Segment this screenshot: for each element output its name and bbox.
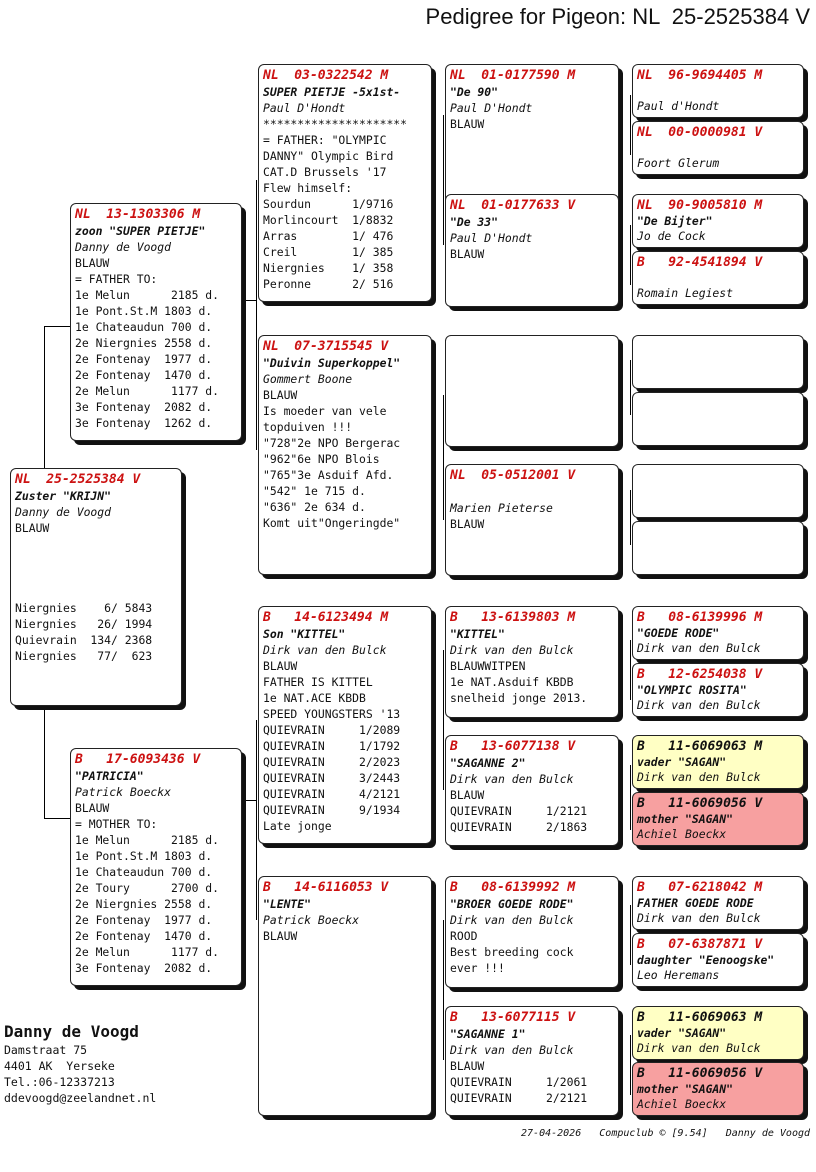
pigeon-card-g4-4[interactable] bbox=[632, 251, 804, 305]
pigeon-name: zoon "SUPER PIETJE" bbox=[75, 224, 206, 238]
ring-number: NL 96-9694405 M bbox=[637, 68, 763, 83]
ring-number: B 17-6093436 V bbox=[75, 752, 201, 767]
pigeon-card-g4-10[interactable] bbox=[632, 663, 804, 717]
pigeon-card-g4-11[interactable] bbox=[632, 735, 804, 789]
info-line: "962"6e NPO Blois bbox=[263, 452, 380, 466]
ring-number: B 14-6123494 M bbox=[263, 610, 389, 625]
owner-name: Dirk van den Bulck bbox=[450, 1043, 574, 1057]
owner-name: Foort Glerum bbox=[637, 156, 720, 170]
info-line: 1e Chateaudun 700 d. bbox=[75, 865, 213, 879]
ring-number: NL 90-9005810 M bbox=[637, 198, 763, 213]
pigeon-card-ffm[interactable] bbox=[445, 194, 619, 307]
pigeon-name: "De 33" bbox=[450, 215, 499, 229]
ring-number: B 11-6069063 M bbox=[637, 739, 763, 754]
connector bbox=[256, 180, 257, 330]
info-line: SPEED YOUNGSTERS '13 bbox=[263, 707, 401, 721]
result-line: Niergnies 6/ 5843 bbox=[15, 601, 153, 615]
pigeon-name bbox=[637, 141, 799, 156]
breeder-name: Danny de Voogd bbox=[4, 1022, 139, 1041]
info-line: BLAUW bbox=[263, 929, 298, 943]
ring-number: B 11-6069056 V bbox=[637, 796, 763, 811]
owner-name: Marien Pieterse bbox=[450, 501, 553, 515]
info-line: 1e Melun 2185 d. bbox=[75, 833, 220, 847]
ring-number: B 13-6139803 M bbox=[450, 610, 576, 625]
info-line: QUIEVRAIN 2/2121 bbox=[450, 1091, 588, 1105]
result-line: Niergnies 26/ 1994 bbox=[15, 617, 153, 631]
info-line: 3e Fontenay 2082 d. bbox=[75, 961, 213, 975]
info-line: 2e Fontenay 1470 d. bbox=[75, 368, 213, 382]
ring-number: B 07-6218042 M bbox=[637, 880, 763, 895]
pigeon-name: mother "SAGAN" bbox=[637, 1082, 734, 1096]
connector bbox=[443, 920, 444, 1060]
owner-name: Paul D'Hondt bbox=[450, 101, 533, 115]
pigeon-card-mmf[interactable] bbox=[445, 876, 619, 988]
pigeon-card-fmf[interactable] bbox=[445, 335, 619, 447]
info-line: BLAUW bbox=[450, 788, 485, 802]
pigeon-card-g4-8[interactable] bbox=[632, 521, 804, 575]
info-line: 2e Toury 2700 d. bbox=[75, 881, 220, 895]
info-line: Late jonge bbox=[263, 819, 332, 833]
pigeon-card-g4-7[interactable] bbox=[632, 464, 804, 518]
pigeon-name: daughter "Eenoogske" bbox=[637, 953, 775, 967]
info-line: QUIEVRAIN 1/2089 bbox=[263, 723, 401, 737]
info-line: ********************* bbox=[263, 117, 408, 131]
info-line: Sourdun 1/9716 bbox=[263, 197, 394, 211]
owner-name: Paul D'Hondt bbox=[450, 231, 533, 245]
info-line: 1e Chateaudun 700 d. bbox=[75, 320, 213, 334]
owner-name: Dirk van den Bulck bbox=[637, 698, 761, 712]
owner-name: Dirk van den Bulck bbox=[637, 770, 761, 784]
info-line: ROOD bbox=[450, 929, 478, 943]
breeder-city: 4401 AK Yerseke bbox=[4, 1059, 115, 1073]
info-line: QUIEVRAIN 4/2121 bbox=[263, 787, 401, 801]
connector bbox=[630, 640, 631, 700]
owner-name: Dirk van den Bulck bbox=[450, 772, 574, 786]
owner-name: Danny de Voogd bbox=[75, 240, 172, 254]
owner-name: Achiel Boeckx bbox=[637, 1097, 727, 1111]
ring-number: B 13-6077138 V bbox=[450, 739, 576, 754]
ring-number: B 08-6139996 M bbox=[637, 610, 763, 625]
info-line: 1e Pont.St.M 1803 d. bbox=[75, 304, 213, 318]
pigeon-name: "SAGANNE 1" bbox=[450, 1027, 526, 1041]
result-line: Quievrain 134/ 2368 bbox=[15, 633, 153, 647]
info-line: Niergnies 1/ 358 bbox=[263, 261, 394, 275]
pigeon-name: "SAGANNE 2" bbox=[450, 756, 526, 770]
pigeon-card-ff[interactable] bbox=[258, 64, 432, 302]
ring-number: B 92-4541894 V bbox=[637, 255, 763, 270]
owner-name: Romain Legiest bbox=[637, 286, 734, 300]
info-line: 1e Melun 2185 d. bbox=[75, 288, 220, 302]
info-line: Creil 1/ 385 bbox=[263, 245, 394, 259]
info-line: "728"2e NPO Bergerac bbox=[263, 436, 401, 450]
info-line: BLAUW bbox=[75, 256, 110, 270]
breeder-phone: Tel.:06-12337213 bbox=[4, 1075, 115, 1089]
pigeon-card-g4-16[interactable] bbox=[632, 1062, 804, 1116]
pigeon-card-g4-13[interactable] bbox=[632, 876, 804, 930]
owner-name: Leo Heremans bbox=[637, 968, 720, 982]
owner-name: Dirk van den Bulck bbox=[637, 641, 761, 655]
ring-number: B 12-6254038 V bbox=[637, 667, 763, 682]
connector bbox=[630, 225, 631, 285]
info-line: CAT.D Brussels '17 bbox=[263, 165, 387, 179]
info-line: Morlincourt 1/8832 bbox=[263, 213, 394, 227]
info-line: QUIEVRAIN 2/2023 bbox=[263, 755, 401, 769]
breeder-info bbox=[4, 1022, 156, 1106]
page-title: Pedigree for Pigeon: NL 25-2525384 V bbox=[425, 4, 810, 29]
info-line: 1e NAT.ACE KBDB bbox=[263, 691, 366, 705]
owner-name: Dirk van den Bulck bbox=[263, 643, 387, 657]
ring-number: B 14-6116053 V bbox=[263, 880, 389, 895]
owner-name: Dirk van den Bulck bbox=[450, 643, 574, 657]
pigeon-card-mother[interactable] bbox=[70, 748, 242, 986]
owner-name: Patrick Boeckx bbox=[75, 785, 172, 799]
pigeon-card-father[interactable] bbox=[70, 203, 242, 441]
ring-number: NL 01-0177633 V bbox=[450, 198, 576, 213]
connector bbox=[44, 326, 71, 327]
owner-name: Danny de Voogd bbox=[15, 505, 112, 519]
pigeon-name: "PATRICIA" bbox=[75, 769, 144, 783]
connector bbox=[256, 720, 257, 920]
breeder-street: Damstraat 75 bbox=[4, 1043, 88, 1057]
ring-number: NL 05-0512001 V bbox=[450, 468, 576, 483]
info-line: = FATHER TO: bbox=[75, 272, 158, 286]
owner-name: Jo de Cock bbox=[637, 229, 706, 243]
info-line: BLAUW bbox=[450, 247, 485, 261]
ring-number: NL 07-3715545 V bbox=[263, 339, 389, 354]
connector bbox=[630, 1035, 631, 1095]
connector bbox=[44, 326, 45, 468]
info-line: 2e Niergnies 2558 d. bbox=[75, 897, 213, 911]
connector bbox=[256, 330, 257, 450]
pigeon-name: Son "KITTEL" bbox=[263, 627, 346, 641]
ring-number: B 07-6387871 V bbox=[637, 937, 763, 952]
info-line: 2e Fontenay 1977 d. bbox=[75, 913, 213, 927]
info-line: 2e Melun 1177 d. bbox=[75, 384, 220, 398]
pigeon-name: "De Bijter" bbox=[637, 214, 713, 228]
info-line: QUIEVRAIN 1/2061 bbox=[450, 1075, 588, 1089]
info-line: BLAUW bbox=[15, 521, 50, 535]
info-line: "636" 2e 634 d. bbox=[263, 500, 366, 514]
pigeon-card-g4-3[interactable] bbox=[632, 194, 804, 248]
ring-number: B 11-6069063 M bbox=[637, 1010, 763, 1025]
connector bbox=[44, 818, 71, 819]
info-line: "542" 1e 715 d. bbox=[263, 484, 366, 498]
owner-name: Patrick Boeckx bbox=[263, 913, 360, 927]
info-line: QUIEVRAIN 1/1792 bbox=[263, 739, 401, 753]
info-line: FATHER IS KITTEL bbox=[263, 675, 373, 689]
pigeon-name: "KITTEL" bbox=[450, 627, 505, 641]
pigeon-card-fmm[interactable] bbox=[445, 464, 619, 576]
info-line: 3e Fontenay 2082 d. bbox=[75, 400, 213, 414]
owner-name: Dirk van den Bulck bbox=[450, 913, 574, 927]
pigeon-card-mm[interactable] bbox=[258, 876, 432, 1116]
pigeon-card-g4-15[interactable] bbox=[632, 1006, 804, 1060]
pigeon-card-g4-14[interactable] bbox=[632, 933, 804, 987]
info-line: Flew himself: bbox=[263, 181, 353, 195]
pigeon-name: Zuster "KRIJN" bbox=[15, 489, 112, 503]
connector bbox=[443, 115, 444, 245]
pigeon-card-mff[interactable] bbox=[445, 606, 619, 718]
pigeon-name bbox=[637, 271, 799, 286]
info-line: "765"3e Asduif Afd. bbox=[263, 468, 394, 482]
info-line: 2e Fontenay 1977 d. bbox=[75, 352, 213, 366]
info-line: 1e Pont.St.M 1803 d. bbox=[75, 849, 213, 863]
pigeon-name: "Duivin Superkoppel" bbox=[263, 356, 401, 370]
pigeon-card-g4-5[interactable] bbox=[632, 335, 804, 389]
info-line: DANNY" Olympic Bird bbox=[263, 149, 394, 163]
info-line: = MOTHER TO: bbox=[75, 817, 158, 831]
connector bbox=[630, 95, 631, 155]
pigeon-name: "BROER GOEDE RODE" bbox=[450, 897, 574, 911]
breeder-email[interactable]: ddevoogd@zeelandnet.nl bbox=[4, 1091, 157, 1105]
pigeon-name: vader "SAGAN" bbox=[637, 1026, 727, 1040]
connector bbox=[443, 395, 444, 520]
info-line: BLAUW bbox=[450, 1059, 485, 1073]
info-line: BLAUW bbox=[263, 659, 298, 673]
owner-name: Paul d'Hondt bbox=[637, 99, 720, 113]
info-line: Best breeding cock bbox=[450, 945, 574, 959]
info-line: BLAUW bbox=[450, 117, 485, 131]
info-line: Peronne 2/ 516 bbox=[263, 277, 394, 291]
pigeon-card-mfm[interactable] bbox=[445, 735, 619, 846]
info-line: 3e Fontenay 1262 d. bbox=[75, 416, 213, 430]
ring-number: NL 25-2525384 V bbox=[15, 472, 141, 487]
info-line: BLAUW bbox=[450, 517, 485, 531]
info-line: QUIEVRAIN 1/2121 bbox=[450, 804, 588, 818]
connector bbox=[244, 800, 256, 801]
connector bbox=[44, 707, 45, 819]
info-line: Arras 1/ 476 bbox=[263, 229, 394, 243]
pigeon-card-fm[interactable] bbox=[258, 335, 432, 575]
info-line: BLAUW bbox=[263, 388, 298, 402]
owner-name: Achiel Boeckx bbox=[637, 827, 727, 841]
pigeon-card-g4-12[interactable] bbox=[632, 792, 804, 846]
info-line: ever !!! bbox=[450, 961, 505, 975]
ring-number: B 13-6077115 V bbox=[450, 1010, 576, 1025]
pigeon-name bbox=[637, 84, 799, 99]
info-line: 2e Niergnies 2558 d. bbox=[75, 336, 213, 350]
pigeon-name: "OLYMPIC ROSITA" bbox=[637, 683, 747, 697]
pigeon-card-mmm[interactable] bbox=[445, 1006, 619, 1116]
result-line: Niergnies 77/ 623 bbox=[15, 649, 153, 663]
info-line: BLAUW bbox=[75, 801, 110, 815]
ring-number: NL 13-1303306 M bbox=[75, 207, 201, 222]
info-line: 1e NAT.Asduif KBDB bbox=[450, 675, 574, 689]
pigeon-name: "GOEDE RODE" bbox=[637, 626, 720, 640]
pigeon-card-g4-1[interactable] bbox=[632, 64, 804, 118]
info-line: 2e Melun 1177 d. bbox=[75, 945, 220, 959]
pigeon-card-g4-9[interactable] bbox=[632, 606, 804, 660]
owner-name: Gommert Boone bbox=[263, 372, 353, 386]
connector bbox=[630, 360, 631, 415]
pigeon-name: "De 90" bbox=[450, 85, 499, 99]
info-line: = FATHER: "OLYMPIC bbox=[263, 133, 387, 147]
connector bbox=[630, 765, 631, 830]
ring-number: B 11-6069056 V bbox=[637, 1066, 763, 1081]
ring-number: NL 01-0177590 M bbox=[450, 68, 576, 83]
connector bbox=[443, 650, 444, 790]
connector bbox=[630, 490, 631, 545]
connector bbox=[244, 300, 256, 301]
info-line: QUIEVRAIN 3/2443 bbox=[263, 771, 401, 785]
info-line: 2e Fontenay 1470 d. bbox=[75, 929, 213, 943]
info-line: BLAUWWITPEN bbox=[450, 659, 526, 673]
owner-name: Paul D'Hondt bbox=[263, 101, 346, 115]
ring-number: B 08-6139992 M bbox=[450, 880, 576, 895]
pigeon-name: "LENTE" bbox=[263, 897, 312, 911]
pigeon-name: FATHER GOEDE RODE bbox=[637, 896, 754, 910]
pigeon-name: mother "SAGAN" bbox=[637, 812, 734, 826]
ring-number: NL 00-0000981 V bbox=[637, 125, 763, 140]
pigeon-card-g4-6[interactable] bbox=[632, 392, 804, 446]
owner-name: Dirk van den Bulck bbox=[637, 1041, 761, 1055]
info-line: QUIEVRAIN 2/1863 bbox=[450, 820, 588, 834]
pigeon-card-g4-2[interactable] bbox=[632, 121, 804, 175]
info-line: Komt uit"Ongeringde" bbox=[263, 516, 401, 530]
pigeon-card-mf[interactable] bbox=[258, 606, 432, 844]
info-line: Is moeder van vele bbox=[263, 404, 387, 418]
info-line: QUIEVRAIN 9/1934 bbox=[263, 803, 401, 817]
pigeon-name: vader "SAGAN" bbox=[637, 755, 727, 769]
info-line: topduiven !!! bbox=[263, 420, 353, 434]
info-line: snelheid jonge 2013. bbox=[450, 691, 588, 705]
pigeon-card-subject[interactable] bbox=[10, 468, 182, 706]
pigeon-name: SUPER PIETJE -5x1st- bbox=[263, 85, 401, 99]
pigeon-name bbox=[450, 484, 614, 500]
connector bbox=[630, 905, 631, 965]
ring-number: NL 03-0322542 M bbox=[263, 68, 389, 83]
owner-name: Dirk van den Bulck bbox=[637, 911, 761, 925]
footer: 27-04-2026 Compuclub © [9.54] Danny de Voogd bbox=[521, 1128, 810, 1139]
